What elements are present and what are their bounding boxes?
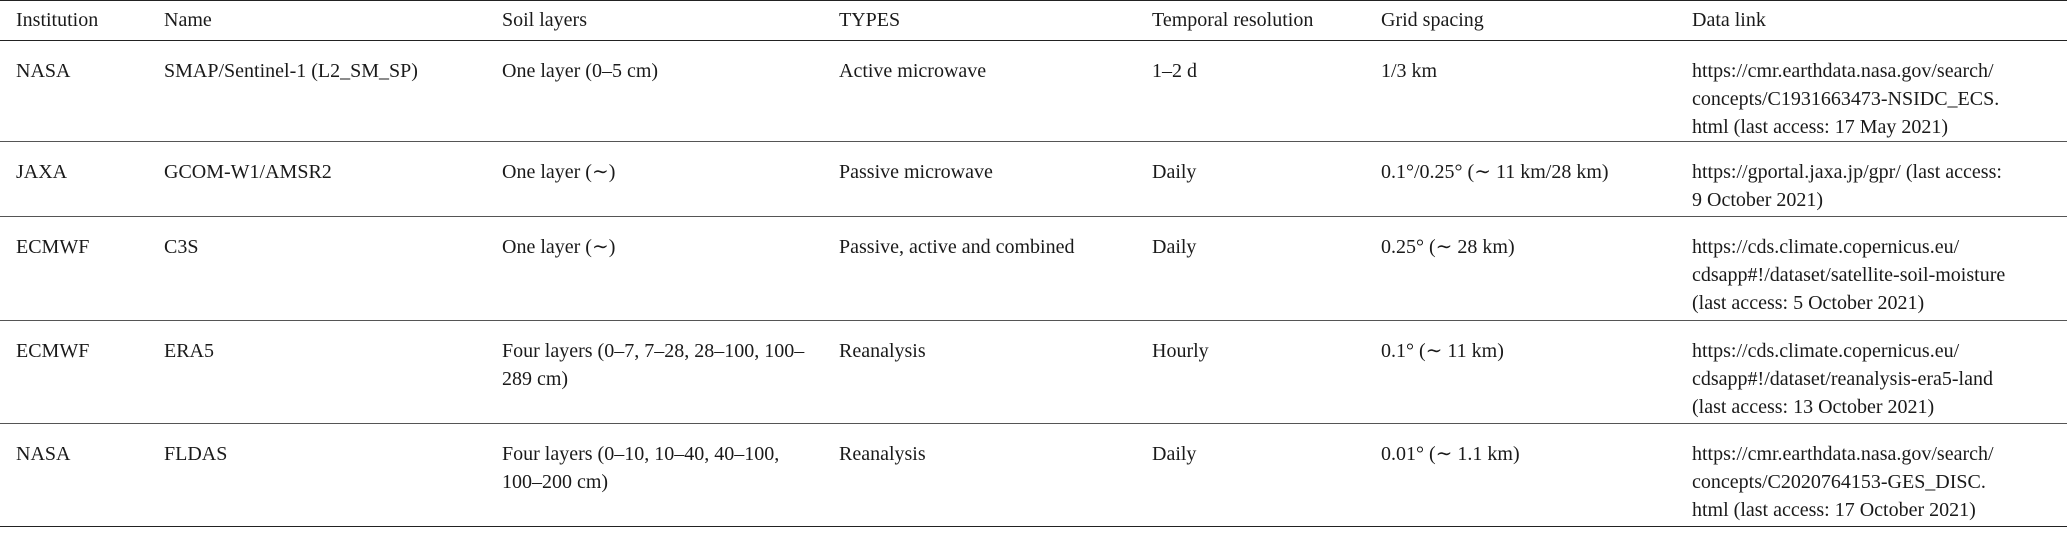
cell-types: Reanalysis [839, 340, 926, 362]
cell-grid-spacing: 0.01° (∼ 1.1 km) [1381, 443, 1520, 465]
cell-types: Passive microwave [839, 161, 993, 183]
cell-types: Active microwave [839, 60, 987, 82]
header-types: TYPES [839, 9, 901, 31]
cell-soil-layers: Four layers (0–10, 10–40, 40–100, 100–200 cm) [502, 443, 780, 493]
table-header [0, 1, 2067, 41]
data-link-text[interactable]: https://cmr.earthdata.nasa.gov/search/ [1692, 443, 1994, 465]
data-link-text[interactable]: https://cds.climate.copernicus.eu/ [1692, 236, 1960, 258]
table-row [0, 424, 2067, 527]
cell-name: ERA5 [164, 340, 214, 362]
cell-data-link [1676, 142, 2067, 217]
header-row [0, 1, 2067, 41]
cell-data-link [1676, 41, 2067, 142]
header-temporal-resolution: Temporal resolution [1152, 9, 1314, 31]
cell-soil-layers: One layer (∼) [502, 236, 616, 258]
cell-temporal-resolution: Hourly [1152, 340, 1209, 362]
cell-institution: NASA [16, 443, 71, 465]
table-row [0, 217, 2067, 321]
cell-data-link [1676, 321, 2067, 424]
cell-grid-spacing: 0.1° (∼ 11 km) [1381, 340, 1504, 362]
cell-grid-spacing: 0.25° (∼ 28 km) [1381, 236, 1515, 258]
table-row [0, 321, 2067, 424]
data-link-text[interactable]: cdsapp#!/dataset/satellite-soil-moisture [1692, 264, 2006, 286]
data-link-access-note: html (last access: 17 May 2021) [1692, 116, 1949, 138]
data-link-text[interactable]: https://cmr.earthdata.nasa.gov/search/ [1692, 60, 1994, 82]
data-link-text[interactable]: concepts/C1931663473-NSIDC_ECS. [1692, 88, 2000, 110]
cell-institution: ECMWF [16, 340, 90, 362]
data-link-text[interactable]: https://cds.climate.copernicus.eu/ [1692, 340, 1960, 362]
cell-grid-spacing: 0.1°/0.25° (∼ 11 km/28 km) [1381, 161, 1609, 183]
data-link-access-note: 9 October 2021) [1692, 189, 1824, 211]
cell-soil-layers: One layer (∼) [502, 161, 616, 183]
cell-grid-spacing: 1/3 km [1381, 60, 1438, 82]
table-row [0, 142, 2067, 217]
header-grid-spacing: Grid spacing [1381, 9, 1484, 31]
cell-name: C3S [164, 236, 199, 258]
cell-soil-layers: Four layers (0–7, 7–28, 28–100, 100–289 cm) [502, 340, 805, 390]
header-name: Name [164, 9, 212, 31]
cell-name: SMAP/Sentinel-1 (L2_SM_SP) [164, 60, 418, 82]
cell-soil-layers: One layer (0–5 cm) [502, 60, 659, 82]
header-data-link: Data link [1692, 9, 1766, 31]
data-link-text[interactable]: concepts/C2020764153-GES_DISC. [1692, 471, 1986, 493]
cell-data-link [1676, 424, 2067, 527]
cell-types: Reanalysis [839, 443, 926, 465]
cell-name: FLDAS [164, 443, 228, 465]
table-body [0, 41, 2067, 527]
table-row [0, 41, 2067, 142]
cell-temporal-resolution: Daily [1152, 161, 1197, 183]
cell-institution: NASA [16, 60, 71, 82]
data-link-access-note: html (last access: 17 October 2021) [1692, 499, 1976, 521]
data-link-text[interactable]: https://gportal.jaxa.jp/gpr/ (last access: [1692, 161, 2002, 183]
cell-data-link [1676, 217, 2067, 321]
cell-temporal-resolution: 1–2 d [1152, 60, 1197, 82]
header-soil-layers: Soil layers [502, 9, 587, 31]
data-link-access-note: (last access: 13 October 2021) [1692, 396, 1935, 418]
data-link-access-note: (last access: 5 October 2021) [1692, 292, 1925, 314]
header-institution: Institution [16, 9, 99, 31]
cell-institution: ECMWF [16, 236, 90, 258]
cell-temporal-resolution: Daily [1152, 443, 1197, 465]
cell-name: GCOM-W1/AMSR2 [164, 161, 332, 183]
data-link-text[interactable]: cdsapp#!/dataset/reanalysis-era5-land [1692, 368, 1993, 390]
cell-temporal-resolution: Daily [1152, 236, 1197, 258]
cell-types: Passive, active and combined [839, 236, 1075, 258]
cell-institution: JAXA [16, 161, 68, 183]
